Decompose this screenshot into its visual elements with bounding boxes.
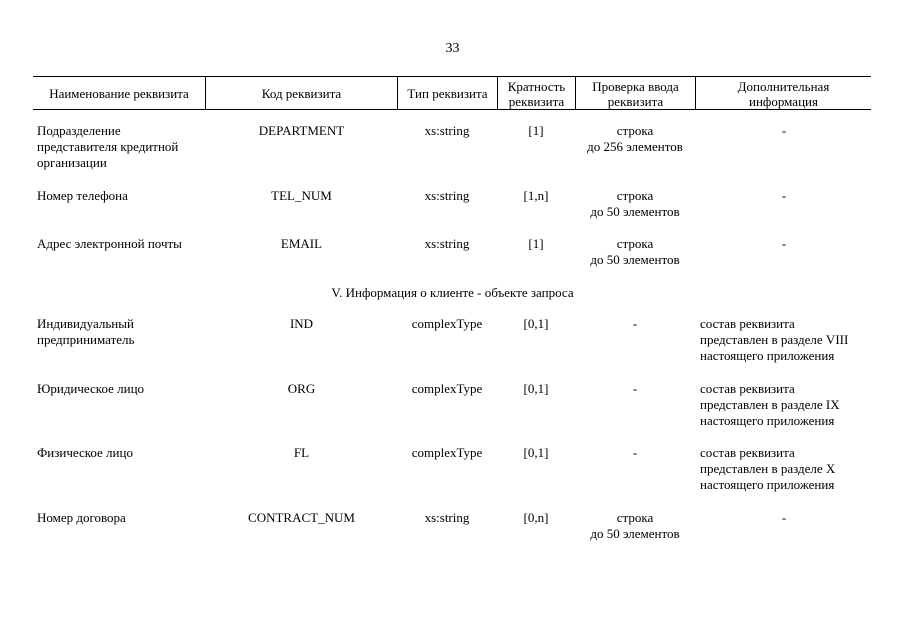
header-type xyxy=(398,78,497,109)
header-multiplicity xyxy=(498,78,575,109)
row-multiplicity: [0,n] xyxy=(523,510,549,525)
row-type: xs:string xyxy=(424,188,470,203)
header-name xyxy=(33,78,205,109)
row-type: xs:string xyxy=(424,510,470,525)
section-title: V. Информация о клиенте - объекте запроса xyxy=(331,285,574,300)
header-name-label: Наименование реквизита xyxy=(49,86,189,101)
header-check-label: Проверка ввода реквизита xyxy=(592,78,679,109)
row-check: строка до 256 элементов xyxy=(587,123,683,154)
row-code: CONTRACT_NUM xyxy=(248,510,355,525)
row-multiplicity: [1,n] xyxy=(523,188,549,203)
row-name: Индивидуальный предприниматель xyxy=(37,316,135,347)
row-code: ORG xyxy=(287,381,316,396)
row-check: - xyxy=(632,445,638,460)
header-multiplicity-label: Кратность реквизита xyxy=(507,78,566,109)
row-check: строка до 50 элементов xyxy=(590,510,680,541)
header-check xyxy=(576,78,695,109)
row-check: строка до 50 элементов xyxy=(590,188,680,219)
row-type: xs:string xyxy=(424,236,470,251)
row-multiplicity: [1] xyxy=(528,236,544,251)
row-check: - xyxy=(632,316,638,331)
row-name: Физическое лицо xyxy=(37,445,133,460)
row-info: - xyxy=(781,188,787,203)
row-name: Юридическое лицо xyxy=(37,381,145,396)
row-multiplicity: [0,1] xyxy=(523,381,549,396)
header-info-label: Дополнительная информация xyxy=(737,78,830,109)
table-header-rule xyxy=(33,109,871,110)
row-multiplicity: [0,1] xyxy=(523,445,549,460)
row-multiplicity: [1] xyxy=(528,123,544,138)
header-code-label: Код реквизита xyxy=(261,86,342,101)
row-info: - xyxy=(781,236,787,251)
row-check: строка до 50 элементов xyxy=(590,236,680,267)
row-info: состав реквизита представлен в разделе X настоящего приложения xyxy=(700,445,836,492)
header-code xyxy=(206,78,397,109)
row-code: DEPARTMENT xyxy=(258,123,345,138)
row-code: TEL_NUM xyxy=(271,188,332,203)
row-info: - xyxy=(781,510,787,525)
row-name: Подразделение представителя кредитной организации xyxy=(37,123,179,170)
row-type: xs:string xyxy=(424,123,470,138)
row-code: EMAIL xyxy=(280,236,323,251)
header-type-label: Тип реквизита xyxy=(407,86,488,101)
row-type: complexType xyxy=(411,381,483,396)
row-code: IND xyxy=(289,316,314,331)
row-code: FL xyxy=(293,445,310,460)
row-info: состав реквизита представлен в разделе IX настоящего приложения xyxy=(700,381,840,428)
row-name: Адрес электронной почты xyxy=(37,236,182,251)
row-info: - xyxy=(781,123,787,138)
row-info: состав реквизита представлен в разделе VIII настоящего приложения xyxy=(700,316,849,363)
row-name: Номер телефона xyxy=(37,188,128,203)
row-type: complexType xyxy=(411,445,483,460)
row-multiplicity: [0,1] xyxy=(523,316,549,331)
row-name: Номер договора xyxy=(37,510,126,525)
header-info xyxy=(696,78,871,109)
page-number: 33 xyxy=(445,41,460,56)
table-top-rule xyxy=(33,76,871,77)
row-type: complexType xyxy=(411,316,483,331)
row-check: - xyxy=(632,381,638,396)
